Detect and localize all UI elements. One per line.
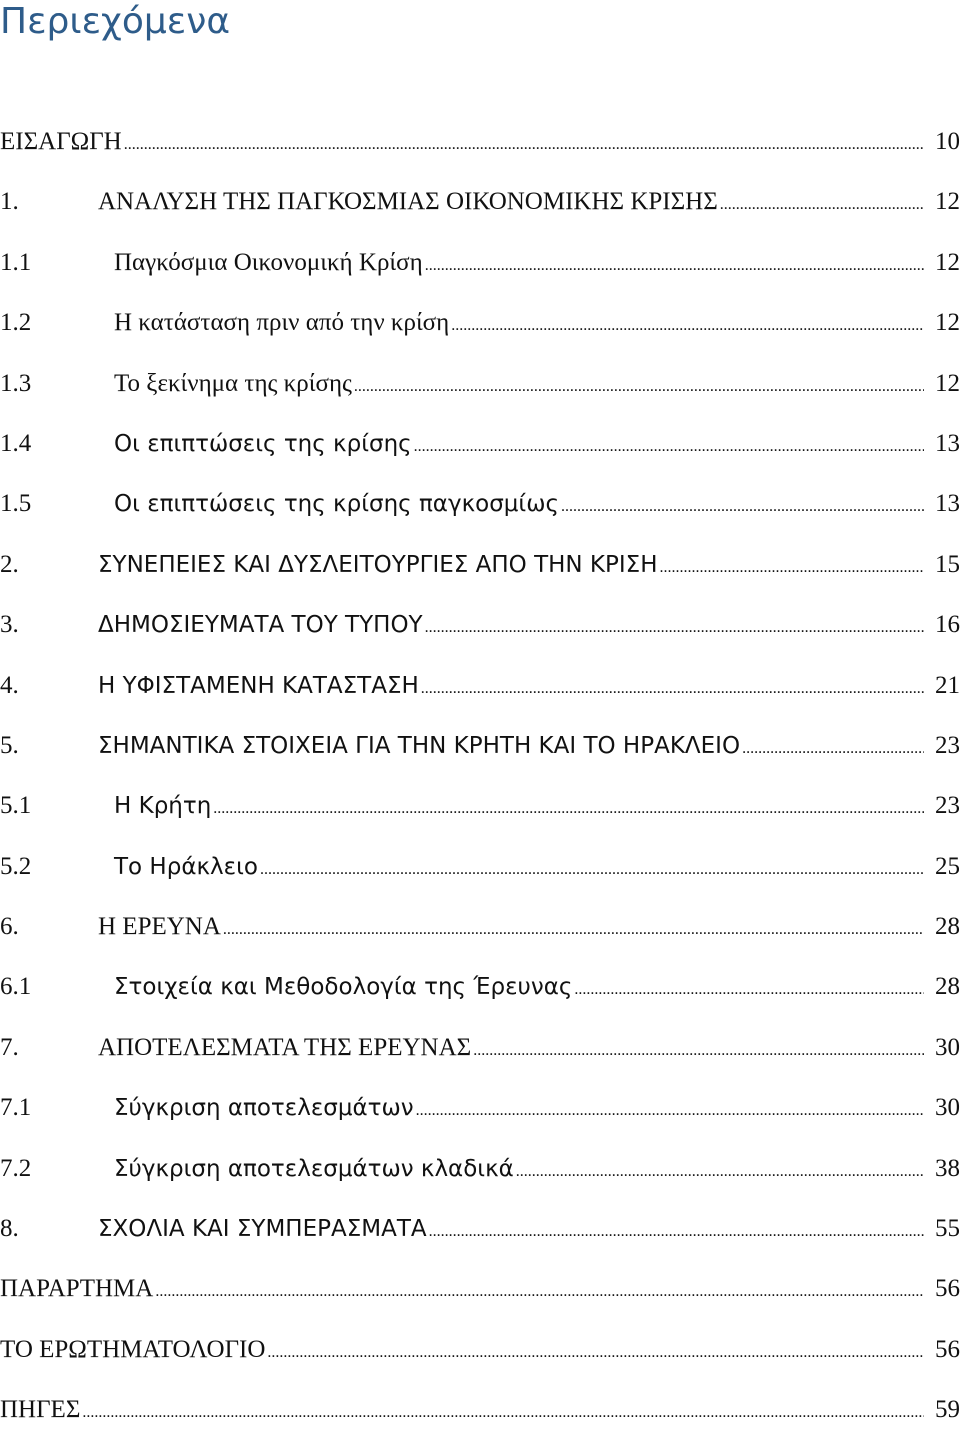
toc-entry-label: Οι επιπτώσεις της κρίσης παγκοσμίως [114, 491, 559, 518]
toc-entry[interactable] [0, 543, 960, 603]
toc-entry[interactable] [0, 1086, 960, 1146]
toc-entry-number: 7.2 [0, 1154, 32, 1182]
toc-entry-page-number: 12 [935, 188, 960, 216]
toc-entry[interactable] [0, 845, 960, 905]
toc-entry-number: 1.5 [0, 490, 32, 518]
dot-leader [421, 681, 924, 697]
dot-leader [660, 560, 925, 576]
toc-entry-page-number: 12 [935, 369, 960, 397]
toc-entry-label: ΤΟ ΕΡΩΤΗΜΑΤΟΛΟΓΙΟ [0, 1335, 266, 1363]
toc-entry-page-number: 56 [935, 1275, 960, 1303]
toc-entry-page-number: 25 [935, 852, 960, 880]
toc-entry-page-number: 28 [935, 913, 960, 941]
toc-entry[interactable] [0, 120, 960, 180]
dot-leader [425, 620, 924, 636]
dot-leader [416, 1103, 924, 1119]
toc-entry[interactable] [0, 180, 960, 240]
toc-entry[interactable] [0, 603, 960, 663]
toc-entry-page-number: 55 [935, 1215, 960, 1243]
toc-entry[interactable] [0, 1026, 960, 1086]
toc-entry-number: 8. [0, 1215, 19, 1243]
table-of-contents [0, 120, 960, 1449]
toc-entry-label: Παγκόσμια Οικονομική Κρίση [114, 248, 423, 276]
dot-leader [124, 137, 924, 153]
toc-entry-page-number: 12 [935, 309, 960, 337]
toc-entry-number: 1.1 [0, 248, 32, 276]
toc-entry[interactable] [0, 1328, 960, 1388]
toc-entry-number: 7. [0, 1033, 19, 1061]
toc-entry-label: Σύγκριση αποτελεσμάτων [114, 1095, 414, 1122]
dot-leader [425, 258, 924, 274]
toc-entry-number: 4. [0, 671, 19, 699]
dot-leader [429, 1224, 924, 1240]
toc-entry[interactable] [0, 422, 960, 482]
dot-leader [82, 1405, 924, 1421]
dot-leader [155, 1284, 924, 1300]
toc-entry-label: Σύγκριση αποτελεσμάτων κλαδικά [114, 1155, 514, 1182]
toc-entry[interactable] [0, 1147, 960, 1207]
toc-entry-label: ΑΝΑΛΥΣΗ ΤΗΣ ΠΑΓΚΟΣΜΙΑΣ ΟΙΚΟΝΟΜΙΚΗΣ ΚΡΙΣΗΣ [98, 188, 718, 216]
toc-entry[interactable] [0, 1207, 960, 1267]
toc-entry-number: 1. [0, 188, 19, 216]
toc-entry-number: 1.4 [0, 429, 32, 457]
toc-entry[interactable] [0, 664, 960, 724]
toc-entry-page-number: 13 [935, 490, 960, 518]
dot-leader [354, 379, 924, 395]
toc-entry-label: Η κατάσταση πριν από την κρίση [114, 309, 450, 337]
toc-entry[interactable] [0, 724, 960, 784]
toc-entry-label: Η ΕΡΕΥΝΑ [98, 913, 221, 941]
toc-entry-label: Το ξεκίνημα της κρίσης [114, 369, 352, 397]
toc-entry-label: ΠΗΓΕΣ [0, 1396, 81, 1424]
toc-entry[interactable] [0, 905, 960, 965]
toc-entry-label: ΣΥΝΕΠΕΙΕΣ ΚΑΙ ΔΥΣΛΕΙΤΟΥΡΓΙΕΣ ΑΠΟ ΤΗΝ ΚΡΙΣΗ [98, 551, 658, 578]
toc-entry-page-number: 15 [935, 550, 960, 578]
toc-entry[interactable] [0, 784, 960, 844]
toc-entry[interactable] [0, 482, 960, 542]
toc-entry[interactable] [0, 1388, 960, 1448]
toc-entry-number: 5.1 [0, 792, 32, 820]
toc-entry-number: 1.3 [0, 369, 32, 397]
toc-entry-page-number: 23 [935, 792, 960, 820]
dot-leader [267, 1345, 924, 1361]
toc-entry-number: 1.2 [0, 309, 32, 337]
dot-leader [516, 1164, 924, 1180]
toc-entry-page-number: 30 [935, 1033, 960, 1061]
toc-entry-number: 6.1 [0, 973, 32, 1001]
toc-entry-page-number: 56 [935, 1335, 960, 1363]
toc-entry[interactable] [0, 965, 960, 1025]
toc-entry-page-number: 13 [935, 429, 960, 457]
toc-entry-page-number: 16 [935, 611, 960, 639]
toc-entry-number: 3. [0, 611, 19, 639]
toc-entry-label: ΕΙΣΑΓΩΓΗ [0, 128, 122, 155]
toc-entry-label: Η ΥΦΙΣΤΑΜΕΝΗ ΚΑΤΑΣΤΑΣΗ [98, 672, 419, 699]
toc-entry-page-number: 12 [935, 248, 960, 276]
dot-leader [720, 197, 924, 213]
toc-entry-label: Η Κρήτη [114, 793, 212, 820]
toc-entry[interactable] [0, 301, 960, 361]
toc-entry-label: Το Ηράκλειο [114, 853, 258, 880]
dot-leader [561, 499, 924, 515]
toc-entry-number: 6. [0, 913, 19, 941]
toc-entry[interactable] [0, 241, 960, 301]
toc-entry-number: 5.2 [0, 852, 32, 880]
dot-leader [451, 318, 924, 334]
toc-entry[interactable] [0, 362, 960, 422]
toc-entry-label: ΔΗΜΟΣΙΕΥΜΑΤΑ ΤΟΥ ΤΥΠΟΥ [98, 612, 423, 639]
toc-entry-number: 2. [0, 550, 19, 578]
toc-entry-number: 5. [0, 731, 19, 759]
toc-entry-page-number: 23 [935, 731, 960, 759]
toc-entry-number: 7.1 [0, 1094, 32, 1122]
toc-entry-page-number: 38 [935, 1154, 960, 1182]
dot-leader [213, 801, 924, 817]
dot-leader [574, 982, 924, 998]
toc-entry-page-number: 21 [935, 671, 960, 699]
toc-entry-label: ΣΧΟΛΙΑ ΚΑΙ ΣΥΜΠΕΡΑΣΜΑΤΑ [98, 1216, 427, 1243]
dot-leader [473, 1043, 924, 1059]
toc-entry-label: ΠΑΡΑΡΤΗΜΑ [0, 1275, 154, 1303]
toc-entry-page-number: 28 [935, 973, 960, 1001]
toc-entry[interactable] [0, 1267, 960, 1327]
toc-entry-page-number: 30 [935, 1094, 960, 1122]
toc-entry-page-number: 10 [935, 128, 960, 155]
dot-leader [223, 922, 924, 938]
page-title: Περιεχόμενα [0, 1, 231, 42]
toc-entry-label: ΑΠΟΤΕΛΕΣΜΑΤΑ ΤΗΣ ΕΡΕΥΝΑΣ [98, 1033, 472, 1061]
toc-entry-label: ΣΗΜΑΝΤΙΚΑ ΣΤΟΙΧΕΙΑ ΓΙΑ ΤΗΝ ΚΡΗΤΗ ΚΑΙ ΤΟ ΗΡΑΚΛΕΙΟ [98, 732, 741, 759]
toc-entry-label: Στοιχεία και Μεθοδολογία της Έρευνας [114, 974, 573, 1001]
toc-entry-label: Οι επιπτώσεις της κρίσης [114, 430, 412, 457]
dot-leader [742, 741, 924, 757]
dot-leader [414, 439, 924, 455]
toc-entry-page-number: 59 [935, 1396, 960, 1424]
dot-leader [260, 862, 924, 878]
